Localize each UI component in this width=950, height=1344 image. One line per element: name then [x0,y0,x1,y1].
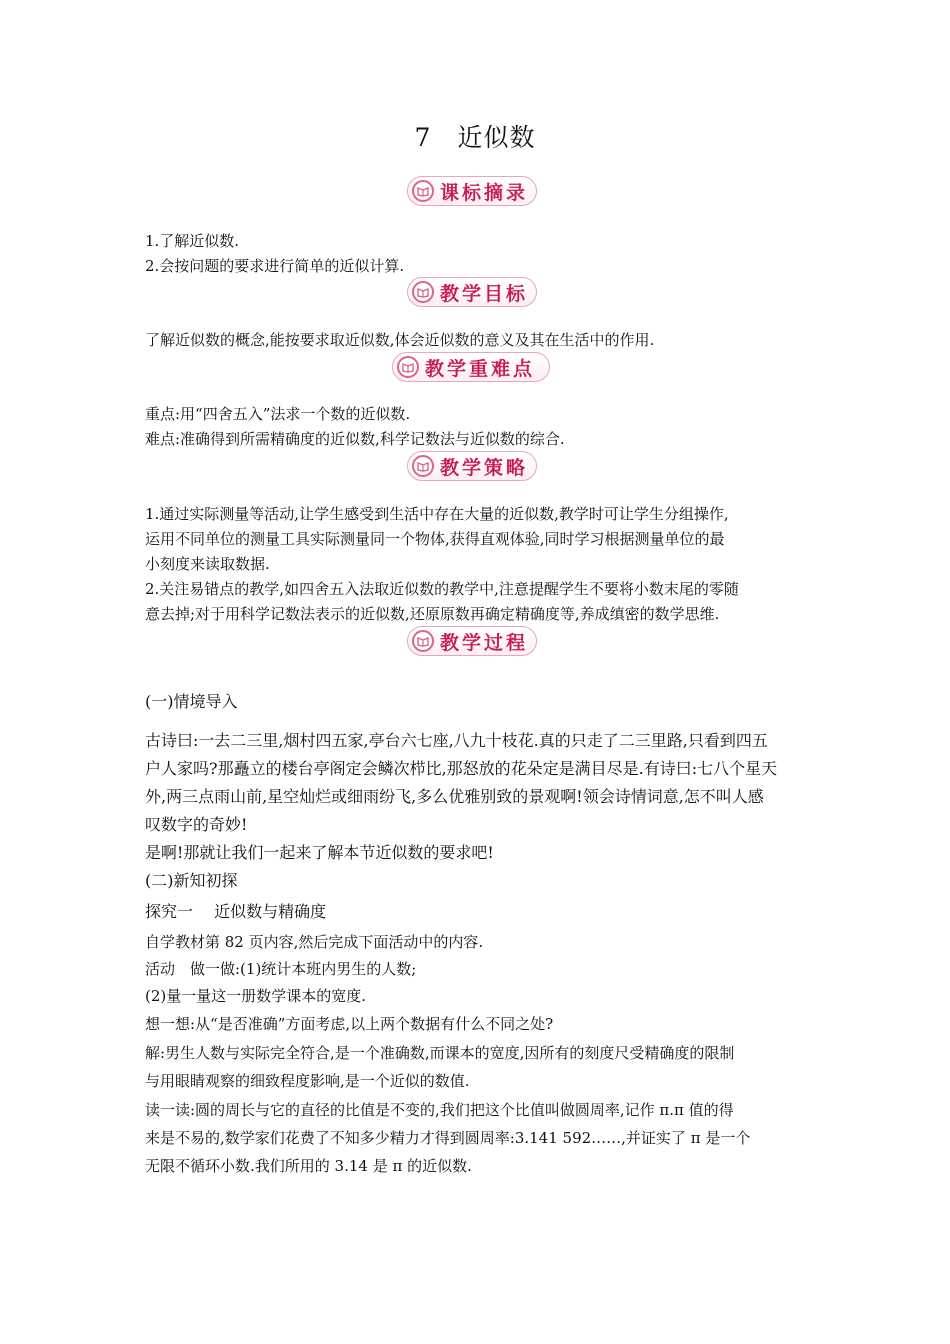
intro-line-4: 叹数字的奇妙! [145,815,248,834]
book-icon [397,356,419,378]
banner-label: 教学重难点 [425,357,536,380]
key-point-line-1: 重点:用“四舍五入”法求一个数的近似数. [145,405,411,423]
explore-line-9: 无限不循环小数.我们所用的 3.14 是 π 的近似数. [145,1157,472,1175]
explore-heading: 探究一 近似数与精确度 [145,902,327,921]
explore-line-5: 解:男生人数与实际完全符合,是一个准确数,而课本的宽度,因所有的刻度尺受精确度的限制 [145,1044,735,1062]
section-heading-intro: (一)情境导入 [145,692,238,711]
book-icon [412,455,434,477]
explore-line-1: 自学教材第 82 页内容,然后完成下面活动中的内容. [145,933,484,951]
banner-objectives [407,277,537,307]
explore-line-6: 与用眼睛观察的细致程度影响,是一个近似的数值. [145,1072,470,1090]
curriculum-line-1: 1.了解近似数. [145,232,240,250]
book-icon [412,630,434,652]
key-point-line-2: 难点:准确得到所需精确度的近似数,科学记数法与近似数的综合. [145,430,565,448]
section-heading-new-knowledge: (二)新知初探 [145,871,238,890]
banner-process [407,626,537,656]
intro-line-5: 是啊!那就让我们一起来了解本节近似数的要求吧! [145,843,494,862]
banner-label: 教学过程 [440,631,529,654]
book-icon [412,180,434,202]
strategy-line-2: 运用不同单位的测量工具实际测量同一个物体,获得直观体验,同时学习根据测量单位的最 [145,530,725,548]
explore-line-3: (2)量一量这一册数学课本的宽度. [145,987,367,1005]
curriculum-line-2: 2.会按问题的要求进行简单的近似计算. [145,257,405,275]
objectives-line-1: 了解近似数的概念,能按要求取近似数,体会近似数的意义及其在生活中的作用. [145,331,655,349]
banner-label: 教学策略 [440,456,529,479]
intro-line-2: 户人家吗?那矗立的楼台亭阁定会鳞次栉比,那怒放的花朵定是满目尽是.有诗曰:七八个星天 [145,759,778,778]
explore-line-8: 来是不易的,数学家们花费了不知多少精力才得到圆周率:3.141 592……,并证实了 π 是一个 [145,1129,751,1147]
page-title: 7 近似数 [414,123,536,152]
intro-line-3: 外,两三点雨山前,星空灿烂或细雨纷飞,多么优雅别致的景观啊!领会诗情词意,怎不叫人感 [145,787,764,806]
strategy-line-1: 1.通过实际测量等活动,让学生感受到生活中存在大量的近似数,教学时可让学生分组操作, [145,505,729,523]
book-icon [412,281,434,303]
explore-line-2: 活动 做一做:(1)统计本班内男生的人数; [145,960,417,978]
intro-line-1: 古诗曰:一去二三里,烟村四五家,亭台六七座,八九十枝花.真的只走了二三里路,只看到四五 [145,731,768,750]
strategy-line-5: 意去掉;对于用科学记数法表示的近似数,还原原数再确定精确度等,养成缜密的数学思维. [145,605,720,623]
strategy-line-4: 2.关注易错点的教学,如四舍五入法取近似数的教学中,注意提醒学生不要将小数末尾的零随 [145,580,739,598]
explore-line-7: 读一读:圆的周长与它的直径的比值是不变的,我们把这个比值叫做圆周率,记作 π.π 值的得 [145,1101,734,1119]
explore-line-4: 想一想:从“是否准确”方面考虑,以上两个数据有什么不同之处? [145,1015,554,1033]
banner-label: 教学目标 [440,282,529,305]
banner-curriculum [407,176,537,206]
banner-key-points [392,352,550,382]
banner-label: 课标摘录 [440,181,529,204]
strategy-line-3: 小刻度来读取数据. [145,555,270,573]
banner-strategy [407,451,537,481]
